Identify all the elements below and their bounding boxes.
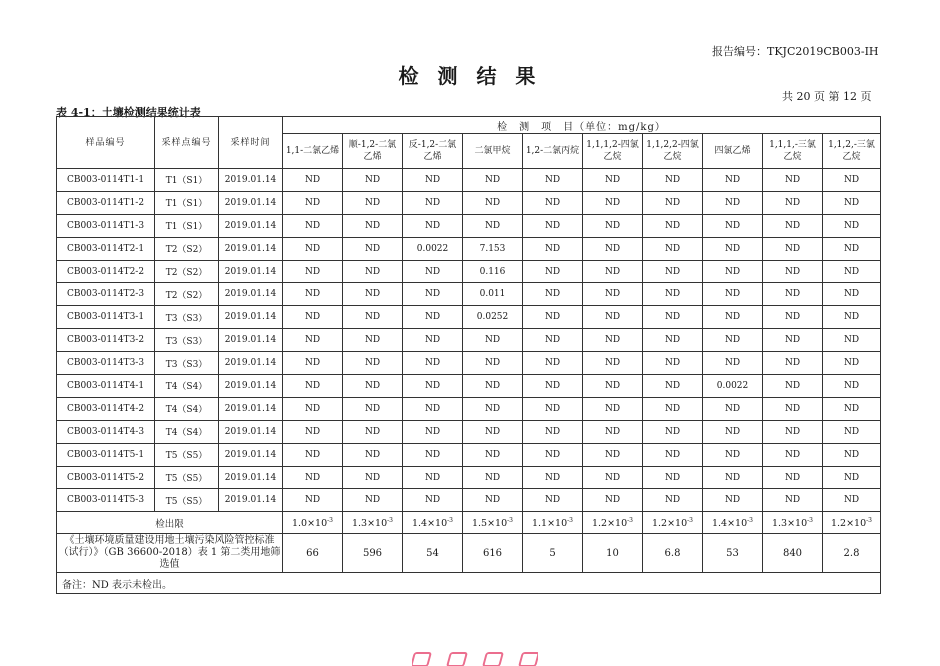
- note-row: [57, 573, 881, 594]
- standard-value: 5: [523, 534, 583, 573]
- note-text: 备注：ND 表示未检出。: [57, 573, 881, 594]
- table-row: [57, 260, 881, 283]
- standard-row: [57, 534, 881, 573]
- result-cell: ND: [463, 420, 523, 443]
- analyte-name: 1,2-二氯丙烷: [525, 146, 580, 156]
- result-cell: ND: [523, 443, 583, 466]
- limit-exponent: -3: [567, 516, 574, 524]
- page-info: 共 20 页 第 12 页: [782, 90, 872, 103]
- result-cell: ND: [463, 191, 523, 214]
- sampling-point-cell: T4（S4）: [155, 375, 219, 398]
- result-cell: ND: [523, 283, 583, 306]
- result-cell: ND: [283, 489, 343, 512]
- result-cell: ND: [343, 260, 403, 283]
- result-cell: ND: [703, 283, 763, 306]
- sampling-point-cell: T2（S2）: [155, 237, 219, 260]
- limit-mantissa: 1.2: [591, 517, 608, 529]
- result-cell: ND: [643, 420, 703, 443]
- sample-id-cell: CB003-0114T1-1: [57, 169, 155, 192]
- limit-mantissa: 1.5: [471, 517, 488, 529]
- result-cell: ND: [283, 375, 343, 398]
- result-cell: ND: [463, 169, 523, 192]
- sample-id-cell: CB003-0114T1-2: [57, 191, 155, 214]
- table-footer: [57, 512, 881, 594]
- result-cell: ND: [343, 169, 403, 192]
- result-cell: ND: [583, 306, 643, 329]
- limit-exponent: -3: [866, 516, 873, 524]
- result-cell: ND: [583, 214, 643, 237]
- result-cell: 0.0022: [403, 237, 463, 260]
- sampling-point-cell: T5（S5）: [155, 466, 219, 489]
- sample-id-cell: CB003-0114T5-1: [57, 443, 155, 466]
- detection-limit-value: [523, 512, 583, 534]
- result-cell: ND: [403, 489, 463, 512]
- result-cell: ND: [343, 214, 403, 237]
- table-row: [57, 352, 881, 375]
- result-cell: ND: [643, 237, 703, 260]
- stamp-seal-fragment: [412, 652, 538, 666]
- result-cell: ND: [343, 375, 403, 398]
- standard-value: 66: [283, 534, 343, 573]
- result-cell: ND: [703, 397, 763, 420]
- analyte-header: [463, 134, 523, 169]
- sampling-date-cell: 2019.01.14: [219, 420, 283, 443]
- table-row: [57, 466, 881, 489]
- sampling-point-cell: T2（S2）: [155, 260, 219, 283]
- result-cell: ND: [403, 191, 463, 214]
- sample-id-cell: CB003-0114T1-3: [57, 214, 155, 237]
- result-cell: ND: [403, 352, 463, 375]
- result-cell: ND: [643, 214, 703, 237]
- result-cell: ND: [403, 375, 463, 398]
- result-cell: ND: [403, 420, 463, 443]
- analyte-header: [823, 134, 881, 169]
- standard-value: 54: [403, 534, 463, 573]
- result-cell: ND: [523, 397, 583, 420]
- result-cell: ND: [343, 466, 403, 489]
- analyte-name: 四氯乙烯: [714, 146, 751, 156]
- result-cell: ND: [643, 397, 703, 420]
- result-cell: ND: [463, 443, 523, 466]
- result-cell: 7.153: [463, 237, 523, 260]
- result-cell: ND: [823, 260, 881, 283]
- result-cell: ND: [523, 375, 583, 398]
- result-cell: ND: [463, 375, 523, 398]
- result-cell: ND: [523, 420, 583, 443]
- analyte-name: 反-1,2-二氯乙烯: [408, 140, 457, 162]
- limit-exponent: -3: [807, 516, 814, 524]
- result-cell: ND: [343, 237, 403, 260]
- sampling-point-cell: T3（S3）: [155, 306, 219, 329]
- sampling-date-cell: 2019.01.14: [219, 352, 283, 375]
- result-cell: ND: [703, 443, 763, 466]
- table-row: [57, 306, 881, 329]
- limit-times-ten: ×10: [547, 517, 568, 529]
- sampling-date-cell: 2019.01.14: [219, 466, 283, 489]
- limit-times-ten: ×10: [846, 517, 867, 529]
- result-cell: ND: [283, 260, 343, 283]
- result-cell: ND: [523, 329, 583, 352]
- result-cell: ND: [523, 191, 583, 214]
- limit-exponent: -3: [687, 516, 694, 524]
- result-cell: ND: [763, 489, 823, 512]
- limit-exponent: -3: [627, 516, 634, 524]
- analyte-name: 1,1-二氯乙烯: [285, 146, 340, 156]
- result-cell: ND: [283, 352, 343, 375]
- sampling-point-cell: T1（S1）: [155, 191, 219, 214]
- result-cell: ND: [283, 237, 343, 260]
- result-cell: ND: [403, 283, 463, 306]
- analyte-name: 1,1,2,-三氯乙烷: [828, 140, 875, 162]
- sampling-date-cell: 2019.01.14: [219, 191, 283, 214]
- standard-value: 840: [763, 534, 823, 573]
- result-cell: ND: [343, 191, 403, 214]
- table-row: [57, 375, 881, 398]
- sampling-point-cell: T3（S3）: [155, 352, 219, 375]
- result-cell: ND: [283, 214, 343, 237]
- sample-id-cell: CB003-0114T4-3: [57, 420, 155, 443]
- result-cell: ND: [283, 169, 343, 192]
- result-cell: ND: [703, 169, 763, 192]
- result-cell: 0.0252: [463, 306, 523, 329]
- result-cell: ND: [583, 443, 643, 466]
- header-test-items: 检 测 项 目（单位：mg/kg）: [283, 117, 881, 134]
- sample-id-cell: CB003-0114T4-2: [57, 397, 155, 420]
- limit-mantissa: 1.4: [411, 517, 428, 529]
- result-cell: ND: [703, 466, 763, 489]
- sampling-date-cell: 2019.01.14: [219, 237, 283, 260]
- detection-limit-value: [583, 512, 643, 534]
- result-cell: ND: [763, 420, 823, 443]
- sampling-date-cell: 2019.01.14: [219, 214, 283, 237]
- result-cell: ND: [403, 466, 463, 489]
- sampling-date-cell: 2019.01.14: [219, 329, 283, 352]
- sampling-point-cell: T1（S1）: [155, 169, 219, 192]
- result-cell: ND: [763, 466, 823, 489]
- result-cell: ND: [823, 466, 881, 489]
- analyte-header: [703, 134, 763, 169]
- result-cell: ND: [823, 375, 881, 398]
- result-cell: ND: [703, 489, 763, 512]
- sampling-point-cell: T4（S4）: [155, 397, 219, 420]
- result-cell: ND: [703, 352, 763, 375]
- result-cell: ND: [583, 260, 643, 283]
- table-row: [57, 191, 881, 214]
- result-cell: ND: [703, 214, 763, 237]
- result-cell: ND: [823, 306, 881, 329]
- limit-mantissa: 1.2: [651, 517, 668, 529]
- sampling-date-cell: 2019.01.14: [219, 489, 283, 512]
- result-cell: ND: [823, 397, 881, 420]
- sampling-point-cell: T3（S3）: [155, 329, 219, 352]
- result-cell: ND: [643, 352, 703, 375]
- result-cell: ND: [823, 283, 881, 306]
- result-cell: ND: [463, 352, 523, 375]
- sample-id-cell: CB003-0114T3-2: [57, 329, 155, 352]
- result-cell: ND: [643, 191, 703, 214]
- standard-value: 616: [463, 534, 523, 573]
- result-cell: ND: [403, 169, 463, 192]
- header-sampling-point: 采样点编号: [155, 117, 219, 169]
- sampling-date-cell: 2019.01.14: [219, 306, 283, 329]
- standard-label: 《土壤环境质量建设用地土壤污染风险管控标准（试行）》（GB 36600-2018）表 1 第二类用地筛选值: [57, 534, 283, 573]
- result-cell: ND: [583, 420, 643, 443]
- limit-mantissa: 1.3: [771, 517, 788, 529]
- analyte-name: 1,1,2,2-四氯乙烷: [646, 140, 699, 162]
- table-body: [57, 169, 881, 512]
- detection-limit-value: [403, 512, 463, 534]
- result-cell: ND: [763, 375, 823, 398]
- detection-limit-row: [57, 512, 881, 534]
- result-cell: ND: [763, 306, 823, 329]
- result-cell: ND: [343, 443, 403, 466]
- result-cell: ND: [403, 397, 463, 420]
- document-title: 检 测 结 果: [398, 64, 542, 88]
- result-cell: ND: [403, 214, 463, 237]
- result-cell: ND: [823, 489, 881, 512]
- analyte-name: 二氯甲烷: [474, 146, 511, 156]
- sampling-point-cell: T5（S5）: [155, 443, 219, 466]
- limit-times-ten: ×10: [427, 517, 448, 529]
- sample-id-cell: CB003-0114T2-2: [57, 260, 155, 283]
- result-cell: ND: [343, 420, 403, 443]
- report-number: 报告编号：TKJC2019CB003-IH: [712, 45, 879, 58]
- detection-limit-value: [823, 512, 881, 534]
- standard-value: 2.8: [823, 534, 881, 573]
- result-cell: ND: [823, 329, 881, 352]
- result-cell: ND: [583, 283, 643, 306]
- limit-mantissa: 1.4: [711, 517, 728, 529]
- header-sample-id: 样品编号: [57, 117, 155, 169]
- analyte-header: [343, 134, 403, 169]
- result-cell: ND: [403, 306, 463, 329]
- sampling-date-cell: 2019.01.14: [219, 283, 283, 306]
- table-row: [57, 489, 881, 512]
- limit-times-ten: ×10: [727, 517, 748, 529]
- result-cell: ND: [583, 352, 643, 375]
- analyte-header: [583, 134, 643, 169]
- result-cell: ND: [583, 237, 643, 260]
- result-cell: ND: [583, 191, 643, 214]
- result-cell: ND: [823, 420, 881, 443]
- result-cell: ND: [463, 397, 523, 420]
- analyte-header: [283, 134, 343, 169]
- sampling-date-cell: 2019.01.14: [219, 260, 283, 283]
- table-row: [57, 420, 881, 443]
- result-cell: ND: [643, 169, 703, 192]
- limit-times-ten: ×10: [487, 517, 508, 529]
- analyte-header: [763, 134, 823, 169]
- result-cell: ND: [643, 375, 703, 398]
- result-cell: ND: [763, 169, 823, 192]
- result-cell: ND: [823, 214, 881, 237]
- result-cell: ND: [523, 214, 583, 237]
- analyte-header: [523, 134, 583, 169]
- sample-id-cell: CB003-0114T3-1: [57, 306, 155, 329]
- sample-id-cell: CB003-0114T5-3: [57, 489, 155, 512]
- table-row: [57, 283, 881, 306]
- limit-exponent: -3: [747, 516, 754, 524]
- result-cell: ND: [583, 169, 643, 192]
- sample-id-cell: CB003-0114T2-1: [57, 237, 155, 260]
- result-cell: ND: [283, 443, 343, 466]
- sampling-point-cell: T2（S2）: [155, 283, 219, 306]
- table-row: [57, 169, 881, 192]
- result-cell: ND: [463, 329, 523, 352]
- result-cell: ND: [343, 306, 403, 329]
- detection-limit-value: [463, 512, 523, 534]
- limit-exponent: -3: [327, 516, 334, 524]
- limit-times-ten: ×10: [787, 517, 808, 529]
- limit-mantissa: 1.1: [531, 517, 548, 529]
- table-title: 表 4-1：土壤检测结果统计表: [56, 106, 201, 119]
- result-cell: ND: [523, 466, 583, 489]
- result-cell: ND: [343, 489, 403, 512]
- result-cell: ND: [763, 237, 823, 260]
- result-cell: ND: [643, 443, 703, 466]
- result-cell: ND: [463, 214, 523, 237]
- header-sampling-time: 采样时间: [219, 117, 283, 169]
- result-cell: ND: [583, 375, 643, 398]
- result-cell: ND: [283, 329, 343, 352]
- result-cell: ND: [823, 443, 881, 466]
- sample-id-cell: CB003-0114T2-3: [57, 283, 155, 306]
- result-cell: ND: [583, 329, 643, 352]
- result-cell: ND: [703, 329, 763, 352]
- result-cell: ND: [523, 306, 583, 329]
- result-cell: ND: [763, 397, 823, 420]
- result-cell: ND: [763, 260, 823, 283]
- detection-limit-label: 检出限: [57, 512, 283, 534]
- sampling-point-cell: T4（S4）: [155, 420, 219, 443]
- result-cell: ND: [343, 329, 403, 352]
- result-cell: ND: [703, 191, 763, 214]
- result-cell: 0.011: [463, 283, 523, 306]
- result-cell: 0.116: [463, 260, 523, 283]
- result-cell: ND: [283, 420, 343, 443]
- result-cell: ND: [523, 489, 583, 512]
- table-header: [57, 117, 881, 169]
- result-cell: ND: [823, 237, 881, 260]
- analyte-header: [643, 134, 703, 169]
- detection-limit-value: [763, 512, 823, 534]
- result-cell: ND: [643, 466, 703, 489]
- standard-value: 6.8: [643, 534, 703, 573]
- result-cell: ND: [523, 352, 583, 375]
- detection-limit-value: [283, 512, 343, 534]
- result-cell: ND: [583, 397, 643, 420]
- sampling-point-cell: T5（S5）: [155, 489, 219, 512]
- result-cell: ND: [643, 489, 703, 512]
- result-cell: ND: [403, 329, 463, 352]
- result-cell: ND: [283, 283, 343, 306]
- result-cell: ND: [463, 466, 523, 489]
- detection-limit-value: [703, 512, 763, 534]
- result-cell: ND: [763, 329, 823, 352]
- sample-id-cell: CB003-0114T5-2: [57, 466, 155, 489]
- detection-limit-value: [343, 512, 403, 534]
- limit-exponent: -3: [507, 516, 514, 524]
- table-row: [57, 329, 881, 352]
- result-cell: ND: [403, 443, 463, 466]
- analyte-name: 1,1,1,-三氯乙烷: [769, 140, 816, 162]
- sample-id-cell: CB003-0114T3-3: [57, 352, 155, 375]
- result-cell: ND: [583, 466, 643, 489]
- limit-mantissa: 1.2: [830, 517, 847, 529]
- limit-exponent: -3: [447, 516, 454, 524]
- limit-times-ten: ×10: [607, 517, 628, 529]
- result-cell: ND: [823, 352, 881, 375]
- sampling-date-cell: 2019.01.14: [219, 169, 283, 192]
- analyte-name: 顺-1,2-二氯乙烯: [348, 140, 397, 162]
- result-cell: ND: [463, 489, 523, 512]
- standard-value: 10: [583, 534, 643, 573]
- table-row: [57, 397, 881, 420]
- result-cell: ND: [403, 260, 463, 283]
- result-cell: ND: [283, 466, 343, 489]
- sample-id-cell: CB003-0114T4-1: [57, 375, 155, 398]
- limit-times-ten: ×10: [307, 517, 328, 529]
- result-cell: ND: [703, 306, 763, 329]
- result-cell: ND: [763, 283, 823, 306]
- limit-times-ten: ×10: [667, 517, 688, 529]
- result-cell: ND: [643, 283, 703, 306]
- result-cell: ND: [343, 283, 403, 306]
- result-cell: ND: [283, 397, 343, 420]
- limit-mantissa: 1.0: [291, 517, 308, 529]
- result-cell: ND: [763, 352, 823, 375]
- result-cell: ND: [703, 260, 763, 283]
- detection-limit-value: [643, 512, 703, 534]
- result-cell: ND: [343, 397, 403, 420]
- result-cell: ND: [643, 329, 703, 352]
- sampling-date-cell: 2019.01.14: [219, 443, 283, 466]
- result-cell: ND: [523, 260, 583, 283]
- result-cell: ND: [643, 260, 703, 283]
- result-cell: ND: [823, 191, 881, 214]
- result-cell: ND: [283, 191, 343, 214]
- result-cell: ND: [583, 489, 643, 512]
- table-row: [57, 214, 881, 237]
- results-table: [56, 116, 881, 594]
- table-row: [57, 237, 881, 260]
- result-cell: ND: [343, 352, 403, 375]
- result-cell: ND: [823, 169, 881, 192]
- limit-exponent: -3: [387, 516, 394, 524]
- result-cell: ND: [703, 420, 763, 443]
- sampling-point-cell: T1（S1）: [155, 214, 219, 237]
- result-cell: ND: [763, 214, 823, 237]
- limit-times-ten: ×10: [367, 517, 388, 529]
- result-cell: ND: [763, 191, 823, 214]
- standard-value: 53: [703, 534, 763, 573]
- result-cell: ND: [643, 306, 703, 329]
- sampling-date-cell: 2019.01.14: [219, 397, 283, 420]
- analyte-header: [403, 134, 463, 169]
- result-cell: ND: [283, 306, 343, 329]
- result-cell: ND: [763, 443, 823, 466]
- result-cell: ND: [523, 169, 583, 192]
- sampling-date-cell: 2019.01.14: [219, 375, 283, 398]
- analyte-name: 1,1,1,2-四氯乙烷: [586, 140, 639, 162]
- result-cell: ND: [523, 237, 583, 260]
- result-cell: ND: [703, 237, 763, 260]
- standard-value: 596: [343, 534, 403, 573]
- limit-mantissa: 1.3: [351, 517, 368, 529]
- table-row: [57, 443, 881, 466]
- result-cell: 0.0022: [703, 375, 763, 398]
